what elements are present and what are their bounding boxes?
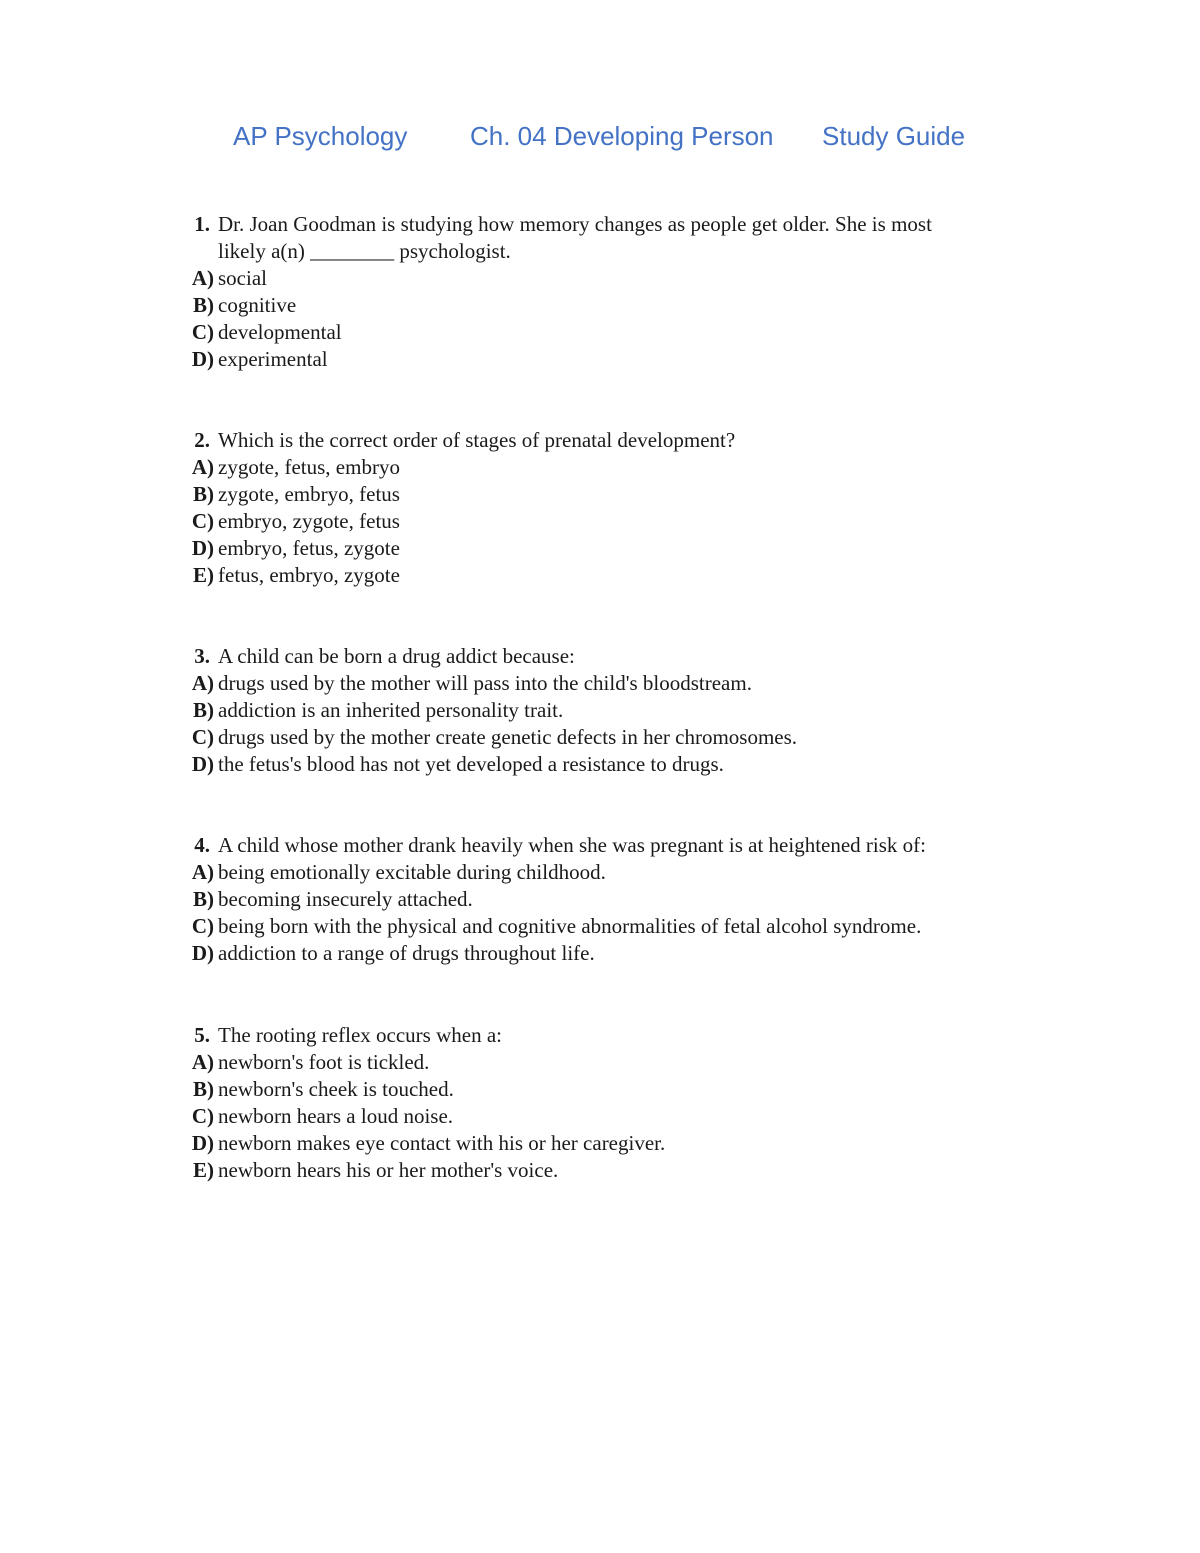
answer-option bbox=[0, 724, 1200, 751]
option-text: zygote, fetus, embryo bbox=[218, 455, 400, 480]
question-text: A child whose mother drank heavily when she was pregnant is at heightened risk of: bbox=[218, 833, 926, 857]
option-text: the fetus's blood has not yet developed a resistance to drugs. bbox=[218, 752, 724, 777]
option-text: newborn's cheek is touched. bbox=[218, 1077, 454, 1102]
option-letter: A) bbox=[191, 455, 214, 480]
option-text: experimental bbox=[218, 347, 328, 372]
answer-option bbox=[0, 454, 1200, 481]
option-text: drugs used by the mother will pass into the child's bloodstream. bbox=[218, 671, 752, 696]
question-text: Dr. Joan Goodman is studying how memory changes as people get older. She is most bbox=[218, 212, 932, 236]
question-stem bbox=[0, 643, 1200, 670]
question-text: A child can be born a drug addict because: bbox=[218, 644, 575, 668]
option-text: developmental bbox=[218, 320, 342, 345]
answer-option bbox=[0, 670, 1200, 697]
answer-option bbox=[0, 859, 1200, 886]
answer-option bbox=[0, 940, 1200, 967]
question-number: 4. bbox=[194, 833, 210, 857]
question-number: 1. bbox=[194, 212, 210, 236]
answer-option bbox=[0, 346, 1200, 373]
question-1 bbox=[0, 211, 1200, 374]
option-letter: D) bbox=[191, 1131, 214, 1156]
option-letter: B) bbox=[193, 1077, 214, 1102]
option-text: zygote, embryo, fetus bbox=[218, 482, 400, 507]
question-number: 3. bbox=[194, 644, 210, 668]
answer-option bbox=[0, 1049, 1200, 1076]
course-title: AP Psychology bbox=[233, 121, 408, 151]
option-letter: D) bbox=[191, 536, 214, 561]
option-text: drugs used by the mother create genetic defects in her chromosomes. bbox=[218, 725, 798, 750]
option-text: addiction is an inherited personality trait. bbox=[218, 698, 564, 723]
option-text: cognitive bbox=[218, 293, 297, 318]
answer-option bbox=[0, 562, 1200, 589]
answer-option bbox=[0, 535, 1200, 562]
option-letter: E) bbox=[193, 563, 214, 588]
question-5 bbox=[0, 1022, 1200, 1185]
document-type: Study Guide bbox=[822, 121, 966, 151]
option-text: newborn makes eye contact with his or her caregiver. bbox=[218, 1131, 666, 1156]
option-text: newborn hears a loud noise. bbox=[218, 1104, 454, 1129]
option-letter: A) bbox=[191, 671, 214, 696]
option-letter: A) bbox=[191, 860, 214, 885]
answer-option bbox=[0, 886, 1200, 913]
answer-option bbox=[0, 1130, 1200, 1157]
answer-option bbox=[0, 697, 1200, 724]
question-text: The rooting reflex occurs when a: bbox=[218, 1023, 502, 1047]
option-letter: C) bbox=[191, 320, 214, 345]
page-title bbox=[0, 121, 1200, 161]
answer-option bbox=[0, 1103, 1200, 1130]
option-letter: D) bbox=[191, 941, 214, 966]
option-text: newborn hears his or her mother's voice. bbox=[218, 1158, 559, 1183]
question-2 bbox=[0, 427, 1200, 590]
option-letter: C) bbox=[191, 509, 214, 534]
option-letter: E) bbox=[193, 1158, 214, 1183]
question-stem bbox=[0, 832, 1200, 859]
option-text: fetus, embryo, zygote bbox=[218, 563, 400, 588]
question-number: 2. bbox=[194, 428, 210, 452]
chapter-title: Ch. 04 Developing Person bbox=[470, 121, 774, 151]
option-text: embryo, zygote, fetus bbox=[218, 509, 400, 534]
option-letter: B) bbox=[193, 698, 214, 723]
option-letter: A) bbox=[191, 266, 214, 291]
answer-option bbox=[0, 292, 1200, 319]
question-text: likely a(n) ________ psychologist. bbox=[218, 239, 511, 264]
option-text: social bbox=[218, 266, 267, 291]
answer-option bbox=[0, 1076, 1200, 1103]
answer-option bbox=[0, 265, 1200, 292]
option-letter: B) bbox=[193, 482, 214, 507]
option-text: addiction to a range of drugs throughout life. bbox=[218, 941, 595, 966]
option-letter: A) bbox=[191, 1050, 214, 1075]
option-letter: D) bbox=[191, 752, 214, 777]
answer-option bbox=[0, 913, 1200, 940]
question-stem bbox=[0, 211, 1200, 238]
question-text: Which is the correct order of stages of prenatal development? bbox=[218, 428, 736, 452]
option-text: being born with the physical and cognitive abnormalities of fetal alcohol syndrome. bbox=[218, 914, 922, 939]
answer-option bbox=[0, 481, 1200, 508]
option-letter: D) bbox=[191, 347, 214, 372]
option-letter: C) bbox=[191, 914, 214, 939]
question-4 bbox=[0, 832, 1200, 967]
option-letter: B) bbox=[193, 293, 214, 318]
option-text: being emotionally excitable during childhood. bbox=[218, 860, 606, 885]
answer-option bbox=[0, 508, 1200, 535]
question-stem bbox=[0, 1022, 1200, 1049]
option-letter: B) bbox=[193, 887, 214, 912]
option-text: becoming insecurely attached. bbox=[218, 887, 473, 912]
option-letter: C) bbox=[191, 725, 214, 750]
option-text: newborn's foot is tickled. bbox=[218, 1050, 430, 1075]
answer-option bbox=[0, 1157, 1200, 1184]
option-text: embryo, fetus, zygote bbox=[218, 536, 400, 561]
answer-option bbox=[0, 751, 1200, 778]
question-3 bbox=[0, 643, 1200, 778]
answer-option bbox=[0, 319, 1200, 346]
question-number: 5. bbox=[194, 1023, 210, 1047]
option-letter: C) bbox=[191, 1104, 214, 1129]
question-stem-continued bbox=[0, 238, 1200, 265]
question-stem bbox=[0, 427, 1200, 454]
